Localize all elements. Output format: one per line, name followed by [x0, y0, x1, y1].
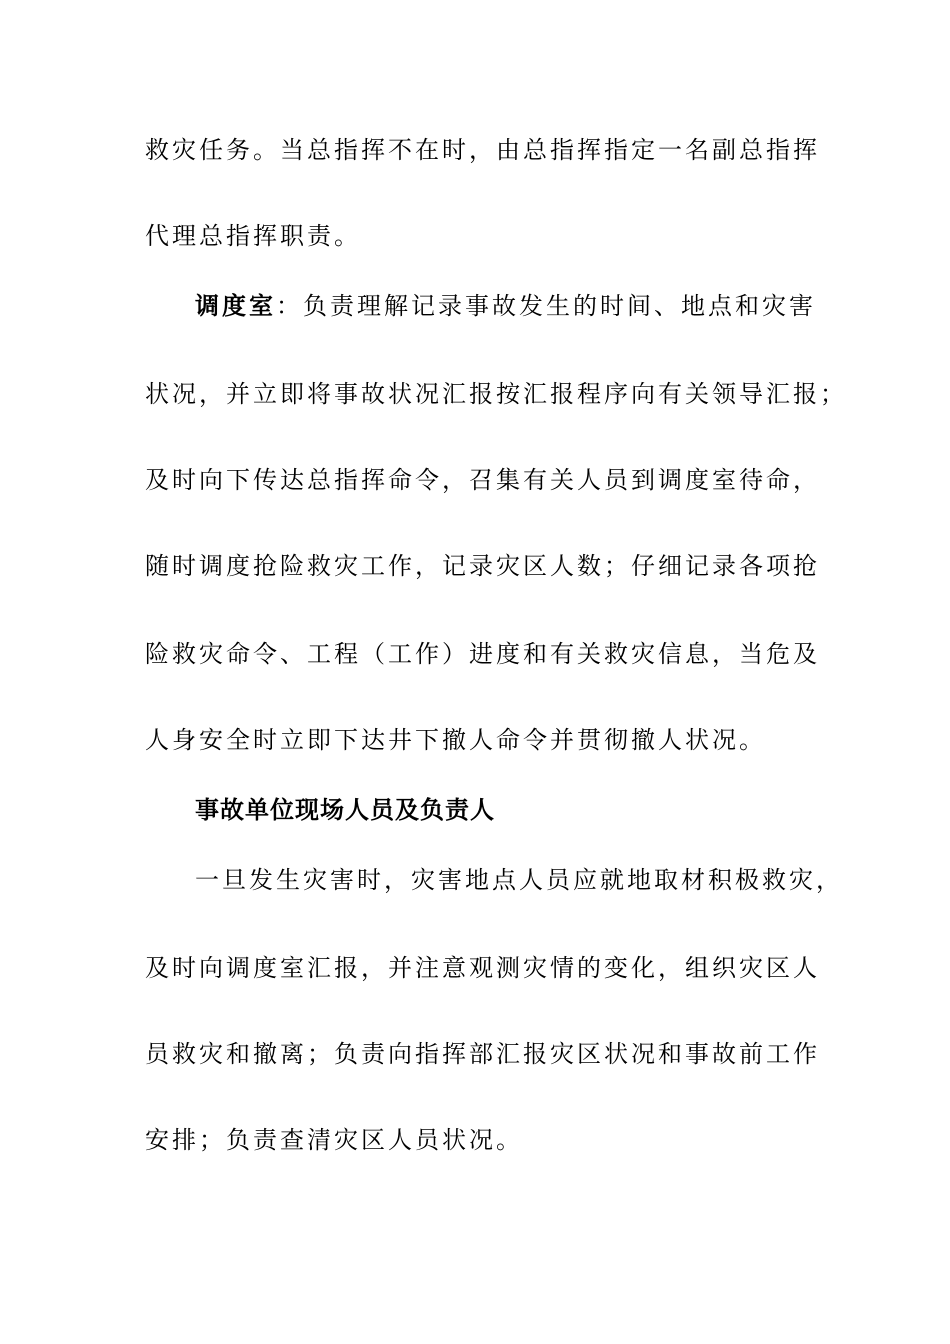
paragraph-2-line-4: 随时调度抢险救灾工作，记录灾区人数；仔细记录各项抢 [145, 552, 820, 580]
paragraph-2-line-1-text: ：负责理解记录事故发生的时间、地点和灾害 [276, 292, 816, 320]
paragraph-1-line-2: 代理总指挥职责。 [145, 222, 361, 250]
paragraph-2-line-3: 及时向下传达总指挥命令，召集有关人员到调度室待命， [145, 466, 820, 494]
term-dispatch-room: 调度室 [195, 291, 276, 320]
paragraph-2-line-1 [195, 290, 816, 322]
paragraph-2-line-6: 人身安全时立即下达井下撤人命令并贯彻撤人状况。 [145, 726, 766, 754]
section-heading: 事故单位现场人员及负责人 [195, 795, 495, 824]
paragraph-3-line-3: 员救灾和撤离；负责向指挥部汇报灾区状况和事故前工作 [145, 1040, 820, 1068]
paragraph-1-line-1: 救灾任务。当总指挥不在时，由总指挥指定一名副总指挥 [145, 136, 820, 164]
paragraph-2-line-2: 状况，并立即将事故状况汇报按汇报程序向有关领导汇报； [145, 380, 847, 408]
paragraph-3-line-4: 安排；负责查清灾区人员状况。 [145, 1126, 523, 1154]
paragraph-3-line-2: 及时向调度室汇报，并注意观测灾情的变化，组织灾区人 [145, 954, 820, 982]
paragraph-2-line-5: 险救灾命令、工程（工作）进度和有关救灾信息，当危及 [145, 640, 820, 668]
paragraph-3-line-1: 一旦发生灾害时，灾害地点人员应就地取材积极救灾， [195, 866, 843, 894]
